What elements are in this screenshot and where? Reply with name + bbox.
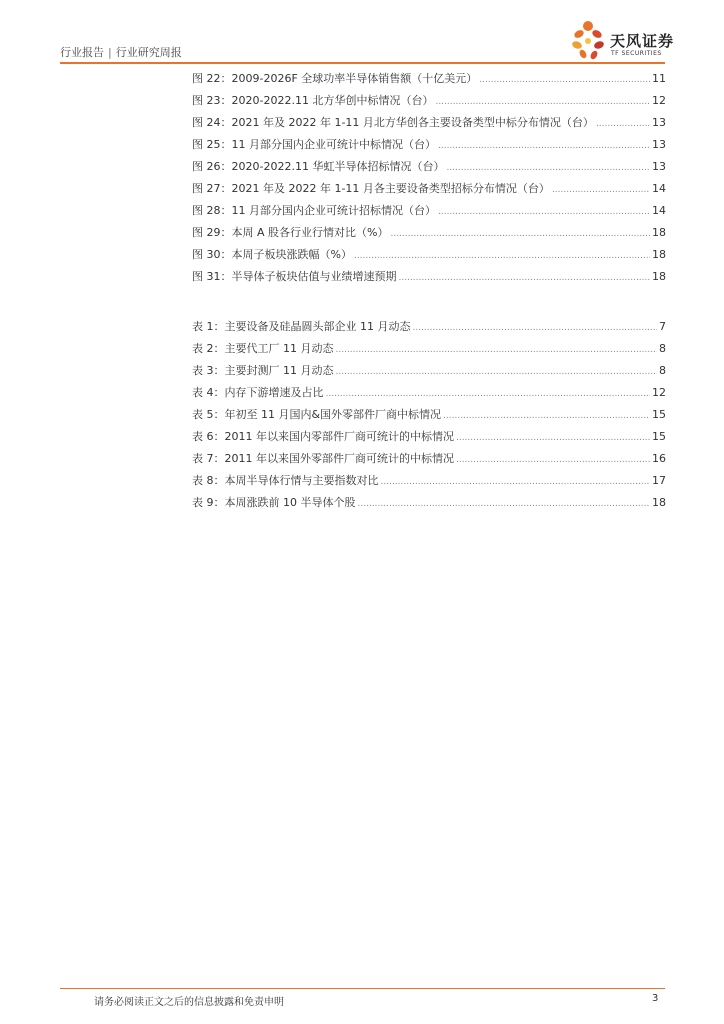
toc-table-entry[interactable] (192, 382, 666, 404)
entry-label: 图 26：2020-2022.11 华虹半导体招标情况（台） (192, 160, 445, 173)
leader-dots (412, 317, 657, 339)
entry-label: 图 25：11 月部分国内企业可统计中标情况（台） (192, 138, 436, 151)
toc-table-entry[interactable] (192, 426, 666, 448)
header-divider (60, 62, 665, 64)
entry-page: 12 (652, 386, 666, 399)
leader-dots (438, 135, 650, 157)
table-list (192, 316, 666, 514)
header-separator: | (108, 46, 112, 59)
toc-table-entry[interactable] (192, 448, 666, 470)
logo-text-cn: 天风证券 (610, 32, 675, 50)
entry-label: 表 3：主要封测厂 11 月动态 (192, 364, 334, 377)
entry-page: 13 (652, 160, 666, 173)
page-header (0, 0, 724, 66)
toc-table-entry[interactable] (192, 338, 666, 360)
toc-figure-entry[interactable] (192, 112, 666, 134)
toc-table-entry[interactable] (192, 492, 666, 514)
leader-dots (326, 383, 651, 405)
leader-dots (390, 223, 650, 245)
entry-page: 18 (652, 270, 666, 283)
page-number: 3 (652, 993, 659, 1004)
entry-page: 14 (652, 204, 666, 217)
report-subtype: 行业研究周报 (115, 46, 182, 59)
footer-disclaimer: 请务必阅读正文之后的信息披露和免责申明 (94, 997, 284, 1008)
entry-label: 图 22：2009-2026F 全球功率半导体销售额（十亿美元） (192, 72, 478, 85)
flower-logo-icon (568, 20, 608, 62)
leader-dots (354, 245, 650, 267)
leader-dots (456, 449, 650, 471)
leader-dots (479, 69, 650, 91)
entry-label: 图 23：2020-2022.11 北方华创中标情况（台） (192, 94, 434, 107)
toc-figure-entry[interactable] (192, 222, 666, 244)
entry-page: 8 (659, 342, 666, 355)
entry-label: 表 4：内存下游增速及占比 (192, 386, 324, 399)
leader-dots (399, 267, 651, 289)
entry-label: 图 30：本周子板块涨跌幅（%） (192, 248, 352, 261)
toc-figure-entry[interactable] (192, 134, 666, 156)
toc-figure-entry[interactable] (192, 200, 666, 222)
logo-text-en: TF SECURITIES (611, 50, 662, 57)
leader-dots (438, 201, 650, 223)
toc-figure-entry[interactable] (192, 178, 666, 200)
leader-dots (456, 427, 650, 449)
entry-page: 18 (652, 226, 666, 239)
toc-table-entry[interactable] (192, 316, 666, 338)
entry-page: 11 (652, 72, 666, 85)
leader-dots (336, 339, 658, 361)
entry-page: 17 (652, 474, 666, 487)
entry-label: 图 29：本周 A 股各行业行情对比（%） (192, 226, 389, 239)
entry-page: 13 (652, 116, 666, 129)
report-category (60, 44, 182, 60)
leader-dots (435, 91, 650, 113)
entry-page: 15 (652, 430, 666, 443)
report-type: 行业报告 (60, 46, 104, 59)
entry-label: 图 28：11 月部分国内企业可统计招标情况（台） (192, 204, 436, 217)
leader-dots (336, 361, 658, 383)
entry-label: 图 31：半导体子板块估值与业绩增速预期 (192, 270, 397, 283)
entry-page: 14 (652, 182, 666, 195)
footer-divider (60, 988, 665, 989)
toc-table-entry[interactable] (192, 470, 666, 492)
entry-label: 图 27：2021 年及 2022 年 1-11 月各主要设备类型招标分布情况（台） (192, 182, 550, 195)
toc-figure-entry[interactable] (192, 156, 666, 178)
leader-dots (446, 157, 650, 179)
leader-dots (358, 493, 651, 515)
entry-page: 7 (659, 320, 666, 333)
leader-dots (552, 179, 650, 201)
entry-label: 图 24：2021 年及 2022 年 1-11 月北方华创各主要设备类型中标分布情况（台） (192, 116, 594, 129)
entry-page: 13 (652, 138, 666, 151)
entry-page: 16 (652, 452, 666, 465)
toc-figure-entry[interactable] (192, 68, 666, 90)
entry-page: 8 (659, 364, 666, 377)
entry-label: 表 7：2011 年以来国外零部件厂商可统计的中标情况 (192, 452, 454, 465)
toc-table-entry[interactable] (192, 404, 666, 426)
entry-page: 15 (652, 408, 666, 421)
leader-dots (381, 471, 651, 493)
entry-label: 表 8：本周半导体行情与主要指数对比 (192, 474, 379, 487)
company-logo (568, 20, 678, 64)
entry-label: 表 6：2011 年以来国内零部件厂商可统计的中标情况 (192, 430, 454, 443)
leader-dots (443, 405, 650, 427)
figure-list (192, 68, 666, 288)
entry-page: 12 (652, 94, 666, 107)
entry-label: 表 5：年初至 11 月国内&国外零部件厂商中标情况 (192, 408, 442, 421)
toc-table-entry[interactable] (192, 360, 666, 382)
leader-dots (596, 113, 650, 135)
toc-figure-entry[interactable] (192, 244, 666, 266)
toc-figure-entry[interactable] (192, 90, 666, 112)
entry-label: 表 9：本周涨跌前 10 半导体个股 (192, 496, 356, 509)
entry-page: 18 (652, 248, 666, 261)
entry-label: 表 2：主要代工厂 11 月动态 (192, 342, 334, 355)
entry-label: 表 1：主要设备及硅晶圆头部企业 11 月动态 (192, 320, 411, 333)
toc-figure-entry[interactable] (192, 266, 666, 288)
entry-page: 18 (652, 496, 666, 509)
